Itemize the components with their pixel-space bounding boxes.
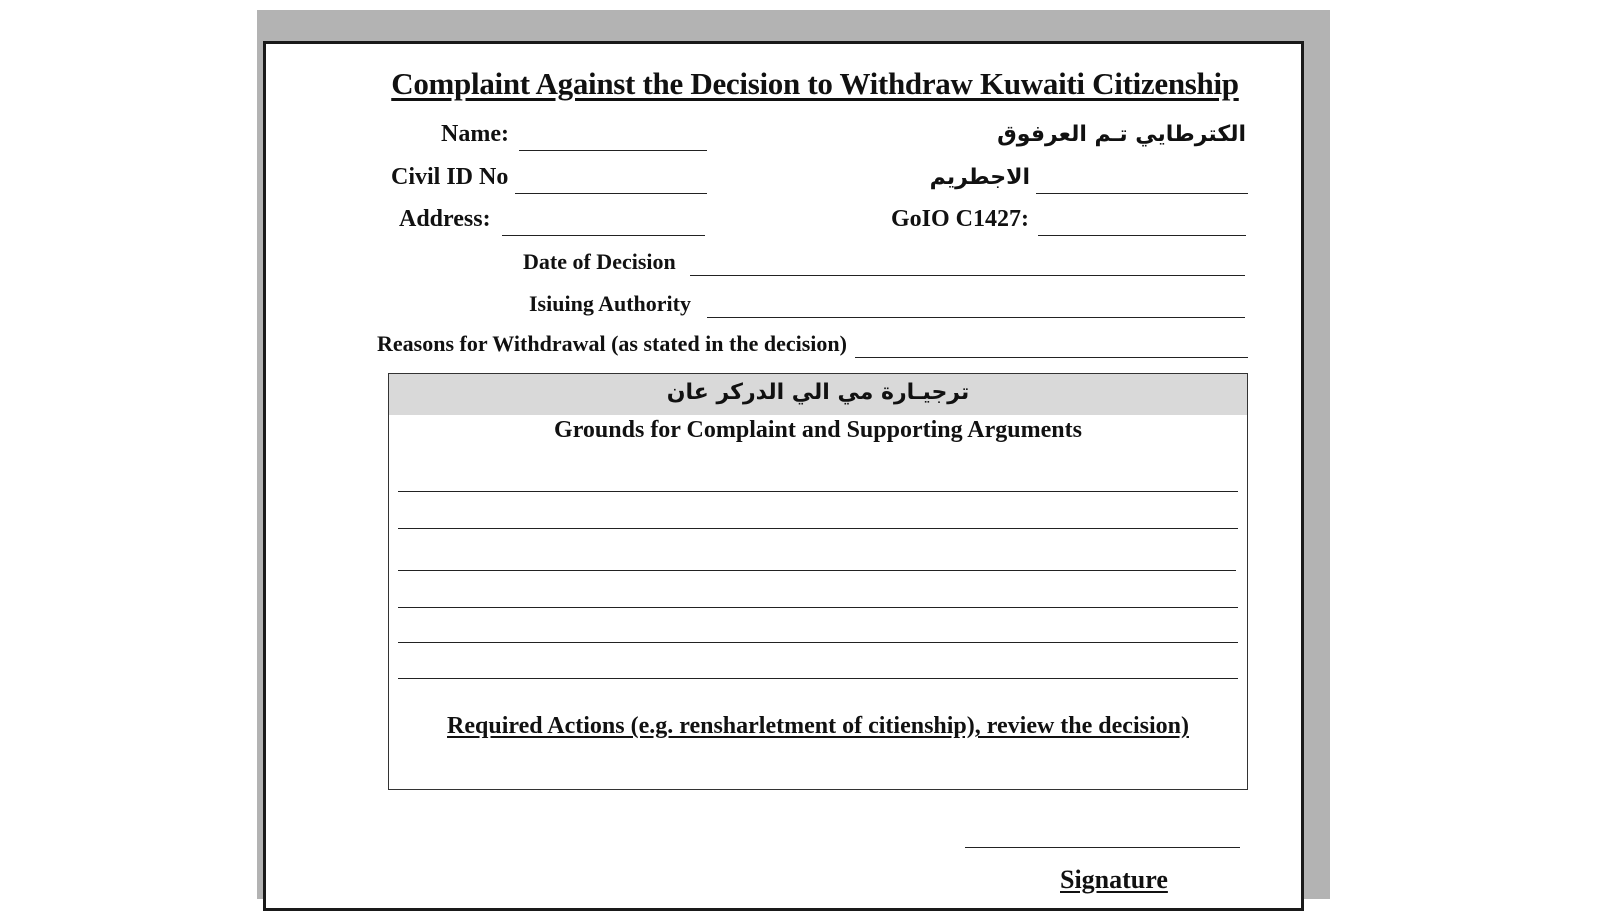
- civil-id-arabic-label: الاجطريم: [929, 165, 1030, 190]
- civil-id-field[interactable]: [515, 193, 707, 194]
- name-label: Name:: [441, 121, 509, 147]
- grounds-title: Grounds for Complaint and Supporting Arguments: [554, 417, 1082, 443]
- name-field[interactable]: [519, 150, 707, 151]
- issuing-authority-label: Isiuing Authority: [529, 291, 691, 316]
- required-actions-heading: Required Actions (e.g. rensharletment of citienship), review the decision): [447, 713, 1189, 739]
- form-title: Complaint Against the Decision to Withdraw Kuwaiti Citizenship: [391, 66, 1239, 101]
- grounds-line[interactable]: [398, 528, 1238, 529]
- arabic-field-1[interactable]: [1036, 193, 1248, 194]
- grounds-section: [388, 373, 1248, 790]
- grounds-line[interactable]: [398, 570, 1236, 571]
- date-of-decision-field[interactable]: [690, 275, 1245, 276]
- issuing-authority-field[interactable]: [707, 317, 1245, 318]
- signature-label: Signature: [1060, 865, 1168, 894]
- reasons-label: Reasons for Withdrawal (as stated in the decision): [377, 331, 847, 356]
- date-of-decision-label: Date of Decision: [523, 249, 676, 274]
- grounds-arabic-heading: ترجيـارة مي الي الدركر عان: [666, 380, 970, 405]
- name-arabic-label: الكترطايي تـم العرفوق: [997, 122, 1246, 147]
- grounds-line[interactable]: [398, 607, 1238, 608]
- reasons-field[interactable]: [855, 357, 1248, 358]
- grounds-line[interactable]: [398, 678, 1238, 679]
- civil-id-label: Civil ID No: [391, 164, 509, 190]
- grounds-line[interactable]: [398, 491, 1238, 492]
- signature-field[interactable]: [965, 847, 1240, 848]
- address-field[interactable]: [502, 235, 705, 236]
- goio-field[interactable]: [1038, 235, 1246, 236]
- address-label: Address:: [399, 206, 491, 232]
- grounds-line[interactable]: [398, 642, 1238, 643]
- goio-label: GoIO C1427:: [891, 206, 1029, 232]
